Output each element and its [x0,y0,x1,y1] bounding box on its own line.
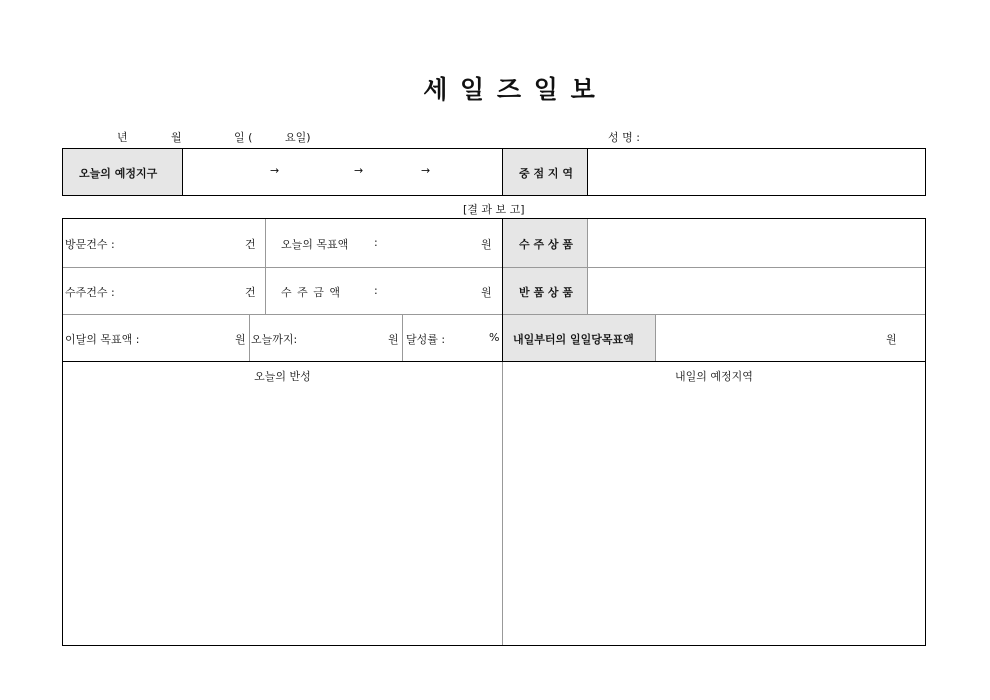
order-products-label: 수 주 상 품 [519,238,573,251]
month-label: 월 [171,131,182,144]
arrow-3: → [421,164,431,177]
name-label: 성 명 : [608,131,640,144]
orders-label: 수주건수 : [65,286,115,299]
achievement-unit: % [489,331,500,344]
reflection-title: 오늘의 반성 [254,370,311,383]
visits-unit: 건 [245,238,256,251]
daily-target-label: 내일부터의 일일당목표액 [513,333,634,346]
target-today-unit: 원 [481,238,492,251]
orders-unit: 건 [245,286,256,299]
month-target-label: 이달의 목표액 : [65,333,140,346]
visits-label: 방문건수 : [65,238,115,251]
arrow-2: → [354,164,364,177]
month-target-unit: 원 [235,333,246,346]
target-today-colon: : [374,236,378,249]
target-today-label: 오늘의 목표액 [281,238,349,251]
year-label: 년 [117,131,128,144]
until-today-label: 오늘까지: [251,333,298,346]
tomorrow-area[interactable] [503,384,925,644]
day-label: 일 ( [234,131,253,144]
tomorrow-title: 내일의 예정지역 [675,370,753,383]
focus-area-label: 중 점 지 역 [519,167,573,180]
daily-target-unit: 원 [886,333,897,346]
report-table [62,218,926,646]
order-amount-colon: : [374,284,378,297]
order-amount-unit: 원 [481,286,492,299]
report-title: [결 과 보 고] [463,203,525,216]
weekday-label: 요일) [285,131,311,144]
page-title: 세 일 즈 일 보 [423,75,597,104]
arrow-1: → [270,164,280,177]
until-today-unit: 원 [388,333,399,346]
return-products-label: 반 품 상 품 [519,286,573,299]
schedule-label: 오늘의 예정지구 [79,167,158,180]
focus-area-field[interactable] [588,149,925,195]
reflection-area[interactable] [63,384,502,644]
schedule-table [62,148,926,196]
achievement-label: 달성률 : [406,333,446,346]
order-amount-label: 수 주 금 액 [281,286,340,299]
